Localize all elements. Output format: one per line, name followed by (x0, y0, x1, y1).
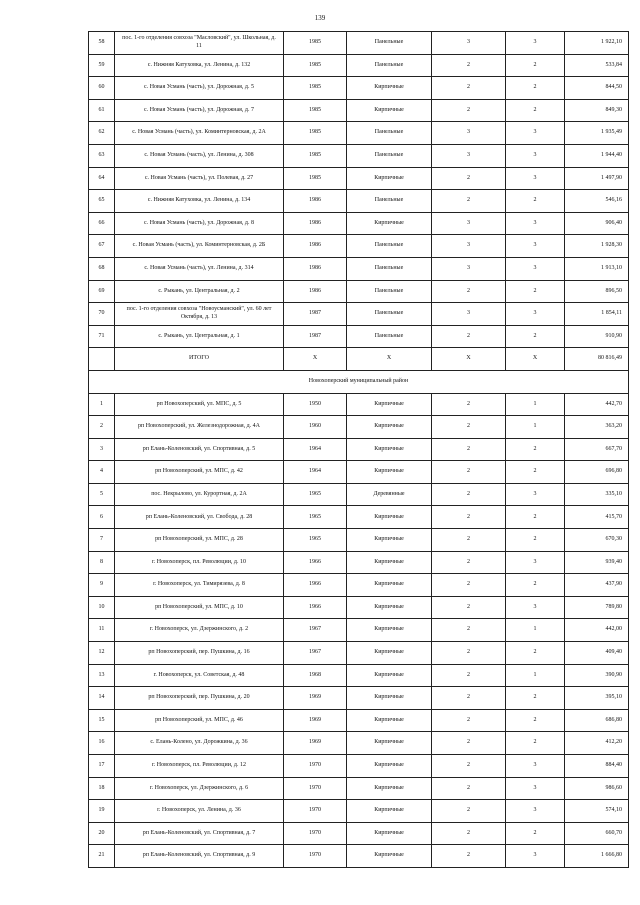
year-cell: 1964 (284, 438, 347, 461)
row-number: 2 (89, 416, 115, 439)
floors-cell: 2 (432, 574, 506, 597)
table-row (89, 235, 629, 258)
entrances-cell: 2 (506, 438, 565, 461)
row-number: 19 (89, 800, 115, 823)
floors-cell: 2 (432, 280, 506, 303)
floors-cell: 2 (432, 438, 506, 461)
table-row (89, 393, 629, 416)
area-cell: 1 666,80 (565, 845, 629, 868)
row-number: 9 (89, 574, 115, 597)
wall-material-cell: Кирпичные (347, 416, 432, 439)
address-cell: г. Новохоперск, ул. Дзержинского, д. 2 (115, 619, 284, 642)
year-cell: 1960 (284, 416, 347, 439)
row-number: 69 (89, 280, 115, 303)
wall-material-cell: Панельные (347, 54, 432, 77)
entrances-cell: 3 (506, 483, 565, 506)
table-row (89, 416, 629, 439)
address-cell: с. Елань-Колено, ул. Дорожкина, д. 36 (115, 732, 284, 755)
area-cell: 896,50 (565, 280, 629, 303)
area-cell: 696,80 (565, 461, 629, 484)
year-cell: 1966 (284, 574, 347, 597)
wall-material-cell: Кирпичные (347, 687, 432, 710)
year-cell: 1986 (284, 212, 347, 235)
area-cell: 1 928,30 (565, 235, 629, 258)
floors-cell: 2 (432, 732, 506, 755)
table-row (89, 280, 629, 303)
entrances-cell: 3 (506, 800, 565, 823)
address-cell: пос. Некрылово, ул. Курортная, д. 2А (115, 483, 284, 506)
row-number: 14 (89, 687, 115, 710)
wall-material-cell: Кирпичные (347, 642, 432, 665)
wall-material-cell: Кирпичные (347, 529, 432, 552)
row-number: 5 (89, 483, 115, 506)
entrances-cell: 1 (506, 393, 565, 416)
address-cell: с. Новая Усмань (часть), ул. Дорожная, д. 5 (115, 77, 284, 100)
entrances-cell: 3 (506, 212, 565, 235)
row-number: 16 (89, 732, 115, 755)
entrances-cell: 3 (506, 596, 565, 619)
entrances-cell: 2 (506, 574, 565, 597)
floors-cell: 2 (432, 619, 506, 642)
year-cell: 1966 (284, 551, 347, 574)
floors-cell: 2 (432, 77, 506, 100)
year-cell: 1966 (284, 596, 347, 619)
address-cell: г. Новохоперск, пл. Революции, д. 12 (115, 755, 284, 778)
entrances-cell: 2 (506, 822, 565, 845)
floors-cell: 3 (432, 122, 506, 145)
table-row (89, 461, 629, 484)
area-cell: 1 497,90 (565, 167, 629, 190)
year-cell: 1970 (284, 845, 347, 868)
row-number: 7 (89, 529, 115, 552)
table-row (89, 755, 629, 778)
row-number: 66 (89, 212, 115, 235)
row-number: 8 (89, 551, 115, 574)
entrances-cell: 2 (506, 529, 565, 552)
address-cell: г. Новохоперск, пл. Революции, д. 10 (115, 551, 284, 574)
year-cell: 1970 (284, 822, 347, 845)
wall-material-cell: Панельные (347, 190, 432, 213)
wall-material-cell: Кирпичные (347, 574, 432, 597)
row-number: 10 (89, 596, 115, 619)
floors-cell: 2 (432, 529, 506, 552)
wall-material-cell: Кирпичные (347, 755, 432, 778)
year-cell: 1985 (284, 77, 347, 100)
row-number: 12 (89, 642, 115, 665)
table-row (89, 664, 629, 687)
table-row (89, 732, 629, 755)
address-cell: пос. 1-го отделения совхоза "Новоусманский", ул. 60 лет Октября, д. 13 (115, 303, 284, 326)
total-entrances: X (506, 348, 565, 371)
entrances-cell: 2 (506, 190, 565, 213)
year-cell: 1987 (284, 303, 347, 326)
area-cell: 910,90 (565, 325, 629, 348)
table-row (89, 325, 629, 348)
table-row (89, 144, 629, 167)
row-number: 61 (89, 99, 115, 122)
floors-cell: 2 (432, 800, 506, 823)
year-cell: 1964 (284, 461, 347, 484)
table-row (89, 190, 629, 213)
area-cell: 1 944,40 (565, 144, 629, 167)
year-cell: 1985 (284, 144, 347, 167)
entrances-cell: 3 (506, 755, 565, 778)
section-header-row (89, 370, 629, 393)
floors-cell: 3 (432, 144, 506, 167)
area-cell: 415,70 (565, 506, 629, 529)
row-number: 58 (89, 32, 115, 55)
area-cell: 844,50 (565, 77, 629, 100)
area-cell: 686,80 (565, 709, 629, 732)
total-year: X (284, 348, 347, 371)
wall-material-cell: Кирпичные (347, 461, 432, 484)
year-cell: 1965 (284, 506, 347, 529)
table-row (89, 212, 629, 235)
entrances-cell: 2 (506, 642, 565, 665)
area-cell: 1 854,11 (565, 303, 629, 326)
floors-cell: 2 (432, 483, 506, 506)
entrances-cell: 1 (506, 416, 565, 439)
year-cell: 1985 (284, 54, 347, 77)
wall-material-cell: Кирпичные (347, 77, 432, 100)
entrances-cell: 2 (506, 77, 565, 100)
entrances-cell: 2 (506, 54, 565, 77)
floors-cell: 2 (432, 755, 506, 778)
wall-material-cell: Кирпичные (347, 212, 432, 235)
table-row (89, 845, 629, 868)
year-cell: 1986 (284, 235, 347, 258)
floors-cell: 2 (432, 167, 506, 190)
floors-cell: 2 (432, 190, 506, 213)
entrances-cell: 3 (506, 551, 565, 574)
row-number: 63 (89, 144, 115, 167)
wall-material-cell: Панельные (347, 303, 432, 326)
wall-material-cell: Кирпичные (347, 506, 432, 529)
floors-cell: 2 (432, 709, 506, 732)
wall-material-cell: Панельные (347, 122, 432, 145)
total-floors: X (432, 348, 506, 371)
area-cell: 412,20 (565, 732, 629, 755)
table-row (89, 596, 629, 619)
table-row (89, 122, 629, 145)
address-cell: рп Елань-Коленовский, ул. Спортивная, д. 7 (115, 822, 284, 845)
table-row (89, 167, 629, 190)
year-cell: 1969 (284, 732, 347, 755)
address-cell: рп Новохоперский, пер. Пушкина, д. 16 (115, 642, 284, 665)
address-cell: рп Новохоперский, ул. МПС, д. 5 (115, 393, 284, 416)
entrances-cell: 2 (506, 506, 565, 529)
area-cell: 939,40 (565, 551, 629, 574)
floors-cell: 2 (432, 845, 506, 868)
row-number: 67 (89, 235, 115, 258)
address-cell: с. Новая Усмань (часть), ул. Ленина, д. 308 (115, 144, 284, 167)
entrances-cell: 1 (506, 664, 565, 687)
year-cell: 1986 (284, 190, 347, 213)
address-cell: с. Новая Усмань (часть), ул. Коминтерновская, д. 2Б (115, 235, 284, 258)
address-cell: г. Новохоперск, ул. Советская, д. 48 (115, 664, 284, 687)
wall-material-cell: Кирпичные (347, 777, 432, 800)
area-cell: 335,10 (565, 483, 629, 506)
address-cell: с. Рыкань, ул. Центральная, д. 2 (115, 280, 284, 303)
entrances-cell: 2 (506, 732, 565, 755)
year-cell: 1985 (284, 99, 347, 122)
year-cell: 1970 (284, 800, 347, 823)
address-cell: рп Новохоперский, ул. МПС, д. 42 (115, 461, 284, 484)
row-number: 6 (89, 506, 115, 529)
row-number: 11 (89, 619, 115, 642)
entrances-cell: 3 (506, 777, 565, 800)
table-row (89, 438, 629, 461)
wall-material-cell: Кирпичные (347, 393, 432, 416)
floors-cell: 2 (432, 596, 506, 619)
table-row (89, 551, 629, 574)
floors-cell: 2 (432, 325, 506, 348)
total-label: ИТОГО (115, 348, 284, 371)
address-cell: с. Рыкань, ул. Центральная, д. 1 (115, 325, 284, 348)
row-number: 18 (89, 777, 115, 800)
row-number: 59 (89, 54, 115, 77)
table-row (89, 32, 629, 55)
floors-cell: 2 (432, 393, 506, 416)
table-row (89, 687, 629, 710)
wall-material-cell: Кирпичные (347, 596, 432, 619)
address-cell: с. Нижняя Катуховка, ул. Ленина, д. 132 (115, 54, 284, 77)
area-cell: 442,70 (565, 393, 629, 416)
area-cell: 363,20 (565, 416, 629, 439)
address-cell: рп Елань-Коленовский, ул. Спортивная, д. 5 (115, 438, 284, 461)
entrances-cell: 2 (506, 280, 565, 303)
table-body (89, 32, 629, 868)
area-cell: 395,10 (565, 687, 629, 710)
total-material: X (347, 348, 432, 371)
entrances-cell: 3 (506, 303, 565, 326)
table-row (89, 303, 629, 326)
row-number: 64 (89, 167, 115, 190)
year-cell: 1970 (284, 755, 347, 778)
wall-material-cell: Кирпичные (347, 822, 432, 845)
total-row-number (89, 348, 115, 371)
year-cell: 1967 (284, 619, 347, 642)
wall-material-cell: Кирпичные (347, 800, 432, 823)
year-cell: 1986 (284, 280, 347, 303)
table-row (89, 506, 629, 529)
entrances-cell: 2 (506, 99, 565, 122)
wall-material-cell: Панельные (347, 32, 432, 55)
wall-material-cell: Кирпичные (347, 664, 432, 687)
wall-material-cell: Кирпичные (347, 845, 432, 868)
wall-material-cell: Панельные (347, 325, 432, 348)
address-cell: с. Новая Усмань (часть), ул. Дорожная, д. 8 (115, 212, 284, 235)
table-row (89, 777, 629, 800)
year-cell: 1969 (284, 687, 347, 710)
address-cell: рп Новохоперский, ул. МПС, д. 10 (115, 596, 284, 619)
row-number: 20 (89, 822, 115, 845)
year-cell: 1968 (284, 664, 347, 687)
area-cell: 667,70 (565, 438, 629, 461)
floors-cell: 2 (432, 664, 506, 687)
table-row (89, 574, 629, 597)
wall-material-cell: Кирпичные (347, 619, 432, 642)
address-cell: г. Новохоперск, ул. Ленина, д. 36 (115, 800, 284, 823)
table-row (89, 483, 629, 506)
row-number: 65 (89, 190, 115, 213)
entrances-cell: 1 (506, 619, 565, 642)
area-cell: 906,40 (565, 212, 629, 235)
floors-cell: 2 (432, 687, 506, 710)
area-cell: 574,10 (565, 800, 629, 823)
address-cell: г. Новохоперск, ул. Дзержинского, д. 6 (115, 777, 284, 800)
entrances-cell: 3 (506, 235, 565, 258)
year-cell: 1967 (284, 642, 347, 665)
row-number: 13 (89, 664, 115, 687)
address-cell: с. Новая Усмань (часть), ул. Полевая, д. 27 (115, 167, 284, 190)
page-number: 139 (314, 14, 326, 22)
area-cell: 409,40 (565, 642, 629, 665)
total-row (89, 348, 629, 371)
entrances-cell: 2 (506, 325, 565, 348)
entrances-cell: 2 (506, 461, 565, 484)
wall-material-cell: Кирпичные (347, 438, 432, 461)
address-cell: с. Новая Усмань (часть), ул. Коминтерновская, д. 2А (115, 122, 284, 145)
address-cell: рп Новохоперский, ул. МПС, д. 46 (115, 709, 284, 732)
total-area: 80 816,49 (565, 348, 629, 371)
floors-cell: 2 (432, 506, 506, 529)
area-cell: 437,90 (565, 574, 629, 597)
floors-cell: 2 (432, 416, 506, 439)
wall-material-cell: Кирпичные (347, 551, 432, 574)
table-row (89, 822, 629, 845)
floors-cell: 2 (432, 99, 506, 122)
floors-cell: 3 (432, 235, 506, 258)
floors-cell: 2 (432, 642, 506, 665)
area-cell: 660,70 (565, 822, 629, 845)
year-cell: 1965 (284, 483, 347, 506)
area-cell: 789,80 (565, 596, 629, 619)
section-title: Новохоперский муниципальный район (89, 370, 629, 393)
row-number: 4 (89, 461, 115, 484)
wall-material-cell: Кирпичные (347, 99, 432, 122)
address-cell: с. Новая Усмань (часть), ул. Ленина, д. 314 (115, 257, 284, 280)
floors-cell: 2 (432, 461, 506, 484)
floors-cell: 2 (432, 777, 506, 800)
floors-cell: 3 (432, 303, 506, 326)
floors-cell: 2 (432, 54, 506, 77)
entrances-cell: 3 (506, 32, 565, 55)
entrances-cell: 2 (506, 709, 565, 732)
address-cell: рп Новохоперский, пер. Пушкина, д. 20 (115, 687, 284, 710)
wall-material-cell: Деревянные (347, 483, 432, 506)
wall-material-cell: Панельные (347, 257, 432, 280)
floors-cell: 2 (432, 551, 506, 574)
address-cell: рп Новохоперский, ул. МПС, д. 28 (115, 529, 284, 552)
wall-material-cell: Панельные (347, 235, 432, 258)
area-cell: 1 935,49 (565, 122, 629, 145)
area-cell: 849,30 (565, 99, 629, 122)
year-cell: 1985 (284, 122, 347, 145)
area-cell: 670,30 (565, 529, 629, 552)
table-row (89, 54, 629, 77)
year-cell: 1969 (284, 709, 347, 732)
row-number: 70 (89, 303, 115, 326)
address-cell: рп Елань-Коленовский, ул. Спортивная, д. 9 (115, 845, 284, 868)
floors-cell: 3 (432, 212, 506, 235)
year-cell: 1987 (284, 325, 347, 348)
year-cell: 1985 (284, 32, 347, 55)
table-row (89, 800, 629, 823)
floors-cell: 3 (432, 257, 506, 280)
wall-material-cell: Кирпичные (347, 167, 432, 190)
row-number: 21 (89, 845, 115, 868)
year-cell: 1965 (284, 529, 347, 552)
year-cell: 1950 (284, 393, 347, 416)
row-number: 60 (89, 77, 115, 100)
row-number: 68 (89, 257, 115, 280)
area-cell: 546,16 (565, 190, 629, 213)
row-number: 71 (89, 325, 115, 348)
area-cell: 1 913,10 (565, 257, 629, 280)
housing-table (88, 31, 629, 868)
table-row (89, 529, 629, 552)
address-cell: с. Новая Усмань (часть), ул. Дорожная, д. 7 (115, 99, 284, 122)
wall-material-cell: Панельные (347, 144, 432, 167)
area-cell: 390,90 (565, 664, 629, 687)
floors-cell: 2 (432, 822, 506, 845)
address-cell: рп Елань-Коленовский, ул. Свобода, д. 28 (115, 506, 284, 529)
wall-material-cell: Кирпичные (347, 709, 432, 732)
floors-cell: 3 (432, 32, 506, 55)
row-number: 1 (89, 393, 115, 416)
row-number: 15 (89, 709, 115, 732)
address-cell: рп Новохоперский, ул. Железнодорожная, д. 4А (115, 416, 284, 439)
table-row (89, 257, 629, 280)
table-row (89, 77, 629, 100)
address-cell: г. Новохоперск, ул. Тимирязева, д. 8 (115, 574, 284, 597)
year-cell: 1970 (284, 777, 347, 800)
table-row (89, 642, 629, 665)
entrances-cell: 3 (506, 845, 565, 868)
area-cell: 884,40 (565, 755, 629, 778)
address-cell: пос. 1-го отделения совхоза "Масловский", ул. Школьная, д. 11 (115, 32, 284, 55)
area-cell: 1 922,10 (565, 32, 629, 55)
entrances-cell: 3 (506, 257, 565, 280)
row-number: 62 (89, 122, 115, 145)
entrances-cell: 3 (506, 122, 565, 145)
table-row (89, 99, 629, 122)
area-cell: 442,00 (565, 619, 629, 642)
row-number: 17 (89, 755, 115, 778)
area-cell: 986,60 (565, 777, 629, 800)
address-cell: с. Нижняя Катуховка, ул. Ленина, д. 134 (115, 190, 284, 213)
entrances-cell: 2 (506, 687, 565, 710)
wall-material-cell: Панельные (347, 280, 432, 303)
entrances-cell: 3 (506, 144, 565, 167)
entrances-cell: 3 (506, 167, 565, 190)
row-number: 3 (89, 438, 115, 461)
wall-material-cell: Кирпичные (347, 732, 432, 755)
table-row (89, 709, 629, 732)
year-cell: 1986 (284, 257, 347, 280)
year-cell: 1985 (284, 167, 347, 190)
area-cell: 533,84 (565, 54, 629, 77)
table-row (89, 619, 629, 642)
